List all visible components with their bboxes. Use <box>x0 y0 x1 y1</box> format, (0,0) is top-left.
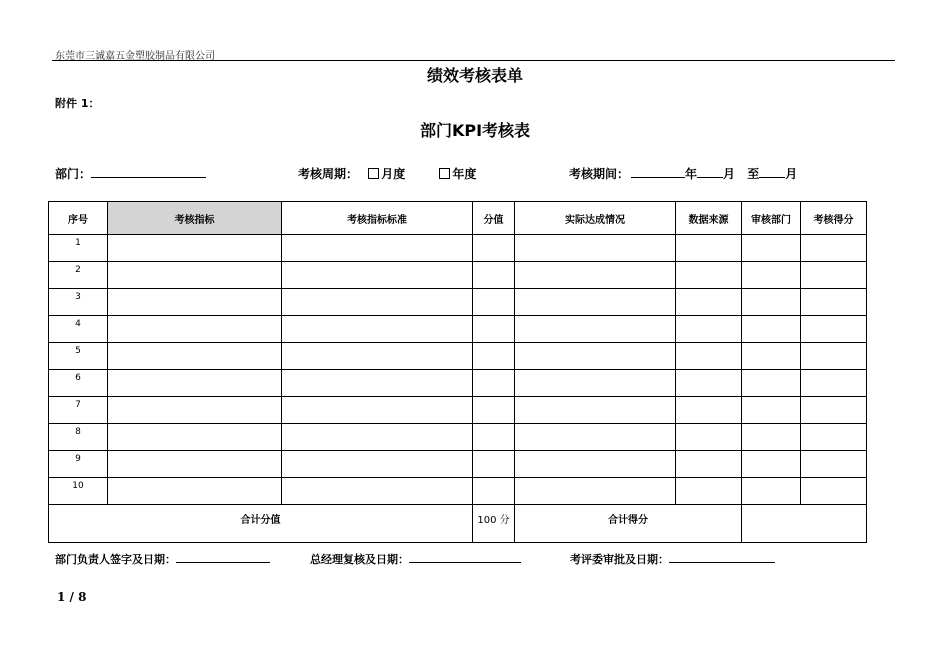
table-row <box>49 235 867 262</box>
score-value-cell[interactable] <box>473 316 515 343</box>
col-header-actual-result: 实际达成情况 <box>515 202 676 235</box>
document-title: 绩效考核表单 <box>426 66 523 85</box>
col-header-score-value: 分值 <box>473 202 515 235</box>
kpi-standard-cell[interactable] <box>282 343 473 370</box>
period-month-blank[interactable] <box>697 165 723 178</box>
data-source-cell[interactable] <box>676 370 742 397</box>
kpi-cell[interactable] <box>108 424 282 451</box>
actual-result-cell[interactable] <box>515 424 676 451</box>
company-name: 东莞市三诚嘉五金塑胶制品有限公司 <box>55 51 215 62</box>
audit-dept-cell[interactable] <box>742 262 801 289</box>
department-blank[interactable] <box>91 165 206 178</box>
actual-result-cell[interactable] <box>515 316 676 343</box>
final-score-cell[interactable] <box>801 451 867 478</box>
row-index: 9 <box>49 451 108 478</box>
committee-signature-label: 考评委审批及日期： <box>570 553 669 566</box>
kpi-cell[interactable] <box>108 370 282 397</box>
attachment-label: 附件 1： <box>55 97 100 110</box>
data-source-cell[interactable] <box>676 478 742 505</box>
actual-result-cell[interactable] <box>515 289 676 316</box>
period-label: 考核期间： <box>569 167 630 181</box>
gm-signature-label: 总经理复核及日期： <box>310 553 409 566</box>
kpi-standard-cell[interactable] <box>282 289 473 316</box>
kpi-standard-cell[interactable] <box>282 397 473 424</box>
kpi-cell[interactable] <box>108 289 282 316</box>
gm-signature-blank[interactable] <box>409 550 521 563</box>
total-result-cell[interactable] <box>742 505 867 543</box>
kpi-cell[interactable] <box>108 451 282 478</box>
audit-dept-cell[interactable] <box>742 370 801 397</box>
kpi-table-body <box>49 235 867 543</box>
total-row <box>49 505 867 543</box>
cycle-label: 考核周期： <box>298 167 359 181</box>
data-source-cell[interactable] <box>676 424 742 451</box>
score-value-cell[interactable] <box>473 262 515 289</box>
page-number: 1 / 8 <box>57 590 87 604</box>
score-value-cell[interactable] <box>473 235 515 262</box>
cycle-field <box>298 165 476 182</box>
actual-result-cell[interactable] <box>515 343 676 370</box>
score-value-cell[interactable] <box>473 343 515 370</box>
kpi-standard-cell[interactable] <box>282 235 473 262</box>
audit-dept-cell[interactable] <box>742 424 801 451</box>
data-source-cell[interactable] <box>676 343 742 370</box>
final-score-cell[interactable] <box>801 397 867 424</box>
form-title: 部门KPI考核表 <box>419 121 531 140</box>
row-index: 4 <box>49 316 108 343</box>
row-index: 3 <box>49 289 108 316</box>
dept-head-signature <box>55 550 270 567</box>
committee-signature-blank[interactable] <box>669 550 775 563</box>
audit-dept-cell[interactable] <box>742 289 801 316</box>
data-source-cell[interactable] <box>676 316 742 343</box>
kpi-standard-cell[interactable] <box>282 370 473 397</box>
row-index: 2 <box>49 262 108 289</box>
period-end-month-blank[interactable] <box>759 165 785 178</box>
kpi-standard-cell[interactable] <box>282 478 473 505</box>
data-source-cell[interactable] <box>676 289 742 316</box>
year-checkbox[interactable] <box>439 168 450 179</box>
kpi-cell[interactable] <box>108 316 282 343</box>
col-header-audit-dept: 审核部门 <box>742 202 801 235</box>
data-source-cell[interactable] <box>676 262 742 289</box>
table-header-row <box>49 202 867 235</box>
kpi-cell[interactable] <box>108 235 282 262</box>
table-row <box>49 370 867 397</box>
col-header-kpi: 考核指标 <box>108 202 282 235</box>
audit-dept-cell[interactable] <box>742 451 801 478</box>
final-score-cell[interactable] <box>801 235 867 262</box>
col-header-data-source: 数据来源 <box>676 202 742 235</box>
period-to-label: 至 <box>747 167 760 181</box>
kpi-cell[interactable] <box>108 262 282 289</box>
data-source-cell[interactable] <box>676 235 742 262</box>
kpi-standard-cell[interactable] <box>282 262 473 289</box>
actual-result-cell[interactable] <box>515 262 676 289</box>
col-header-index: 序号 <box>49 202 108 235</box>
final-score-cell[interactable] <box>801 424 867 451</box>
dept-head-signature-blank[interactable] <box>176 550 270 563</box>
audit-dept-cell[interactable] <box>742 397 801 424</box>
col-header-final-score: 考核得分 <box>801 202 867 235</box>
total-score-label: 合计分值 <box>49 505 473 543</box>
score-value-cell[interactable] <box>473 451 515 478</box>
score-value-cell[interactable] <box>473 478 515 505</box>
period-year-unit: 年 <box>685 167 698 181</box>
year-option-label: 年度 <box>452 167 477 181</box>
table-row <box>49 451 867 478</box>
row-index: 5 <box>49 343 108 370</box>
month-option-label: 月度 <box>381 167 406 181</box>
header-rule <box>52 60 895 61</box>
table-row <box>49 262 867 289</box>
table-row <box>49 289 867 316</box>
score-value-cell[interactable] <box>473 370 515 397</box>
score-value-cell[interactable] <box>473 289 515 316</box>
kpi-cell[interactable] <box>108 397 282 424</box>
kpi-standard-cell[interactable] <box>282 451 473 478</box>
final-score-cell[interactable] <box>801 343 867 370</box>
actual-result-cell[interactable] <box>515 451 676 478</box>
score-value-cell[interactable] <box>473 397 515 424</box>
kpi-standard-cell[interactable] <box>282 424 473 451</box>
actual-result-cell[interactable] <box>515 397 676 424</box>
table-row <box>49 316 867 343</box>
period-end-month-unit: 月 <box>785 167 798 181</box>
actual-result-cell[interactable] <box>515 478 676 505</box>
kpi-cell[interactable] <box>108 478 282 505</box>
final-score-cell[interactable] <box>801 370 867 397</box>
final-score-cell[interactable] <box>801 316 867 343</box>
kpi-cell[interactable] <box>108 343 282 370</box>
audit-dept-cell[interactable] <box>742 235 801 262</box>
period-field <box>569 165 797 182</box>
dept-head-signature-label: 部门负责人签字及日期： <box>55 553 176 566</box>
period-month-unit: 月 <box>723 167 736 181</box>
final-score-cell[interactable] <box>801 478 867 505</box>
row-index: 1 <box>49 235 108 262</box>
total-result-label: 合计得分 <box>515 505 742 543</box>
final-score-cell[interactable] <box>801 289 867 316</box>
table-row <box>49 424 867 451</box>
audit-dept-cell[interactable] <box>742 316 801 343</box>
row-index: 7 <box>49 397 108 424</box>
final-score-cell[interactable] <box>801 262 867 289</box>
table-row <box>49 343 867 370</box>
month-checkbox[interactable] <box>368 168 379 179</box>
col-header-kpi-standard: 考核指标标准 <box>282 202 473 235</box>
actual-result-cell[interactable] <box>515 235 676 262</box>
committee-signature <box>570 550 775 567</box>
table-row <box>49 478 867 505</box>
total-score-value: 100 分 <box>473 505 515 543</box>
gm-signature <box>310 550 521 567</box>
audit-dept-cell[interactable] <box>742 478 801 505</box>
row-index: 8 <box>49 424 108 451</box>
department-field <box>55 165 206 182</box>
row-index: 10 <box>49 478 108 505</box>
row-index: 6 <box>49 370 108 397</box>
data-source-cell[interactable] <box>676 397 742 424</box>
department-label: 部门： <box>55 167 92 181</box>
table-row <box>49 397 867 424</box>
audit-dept-cell[interactable] <box>742 343 801 370</box>
score-value-cell[interactable] <box>473 424 515 451</box>
actual-result-cell[interactable] <box>515 370 676 397</box>
kpi-table <box>48 201 867 543</box>
kpi-standard-cell[interactable] <box>282 316 473 343</box>
data-source-cell[interactable] <box>676 451 742 478</box>
period-year-blank[interactable] <box>631 165 685 178</box>
